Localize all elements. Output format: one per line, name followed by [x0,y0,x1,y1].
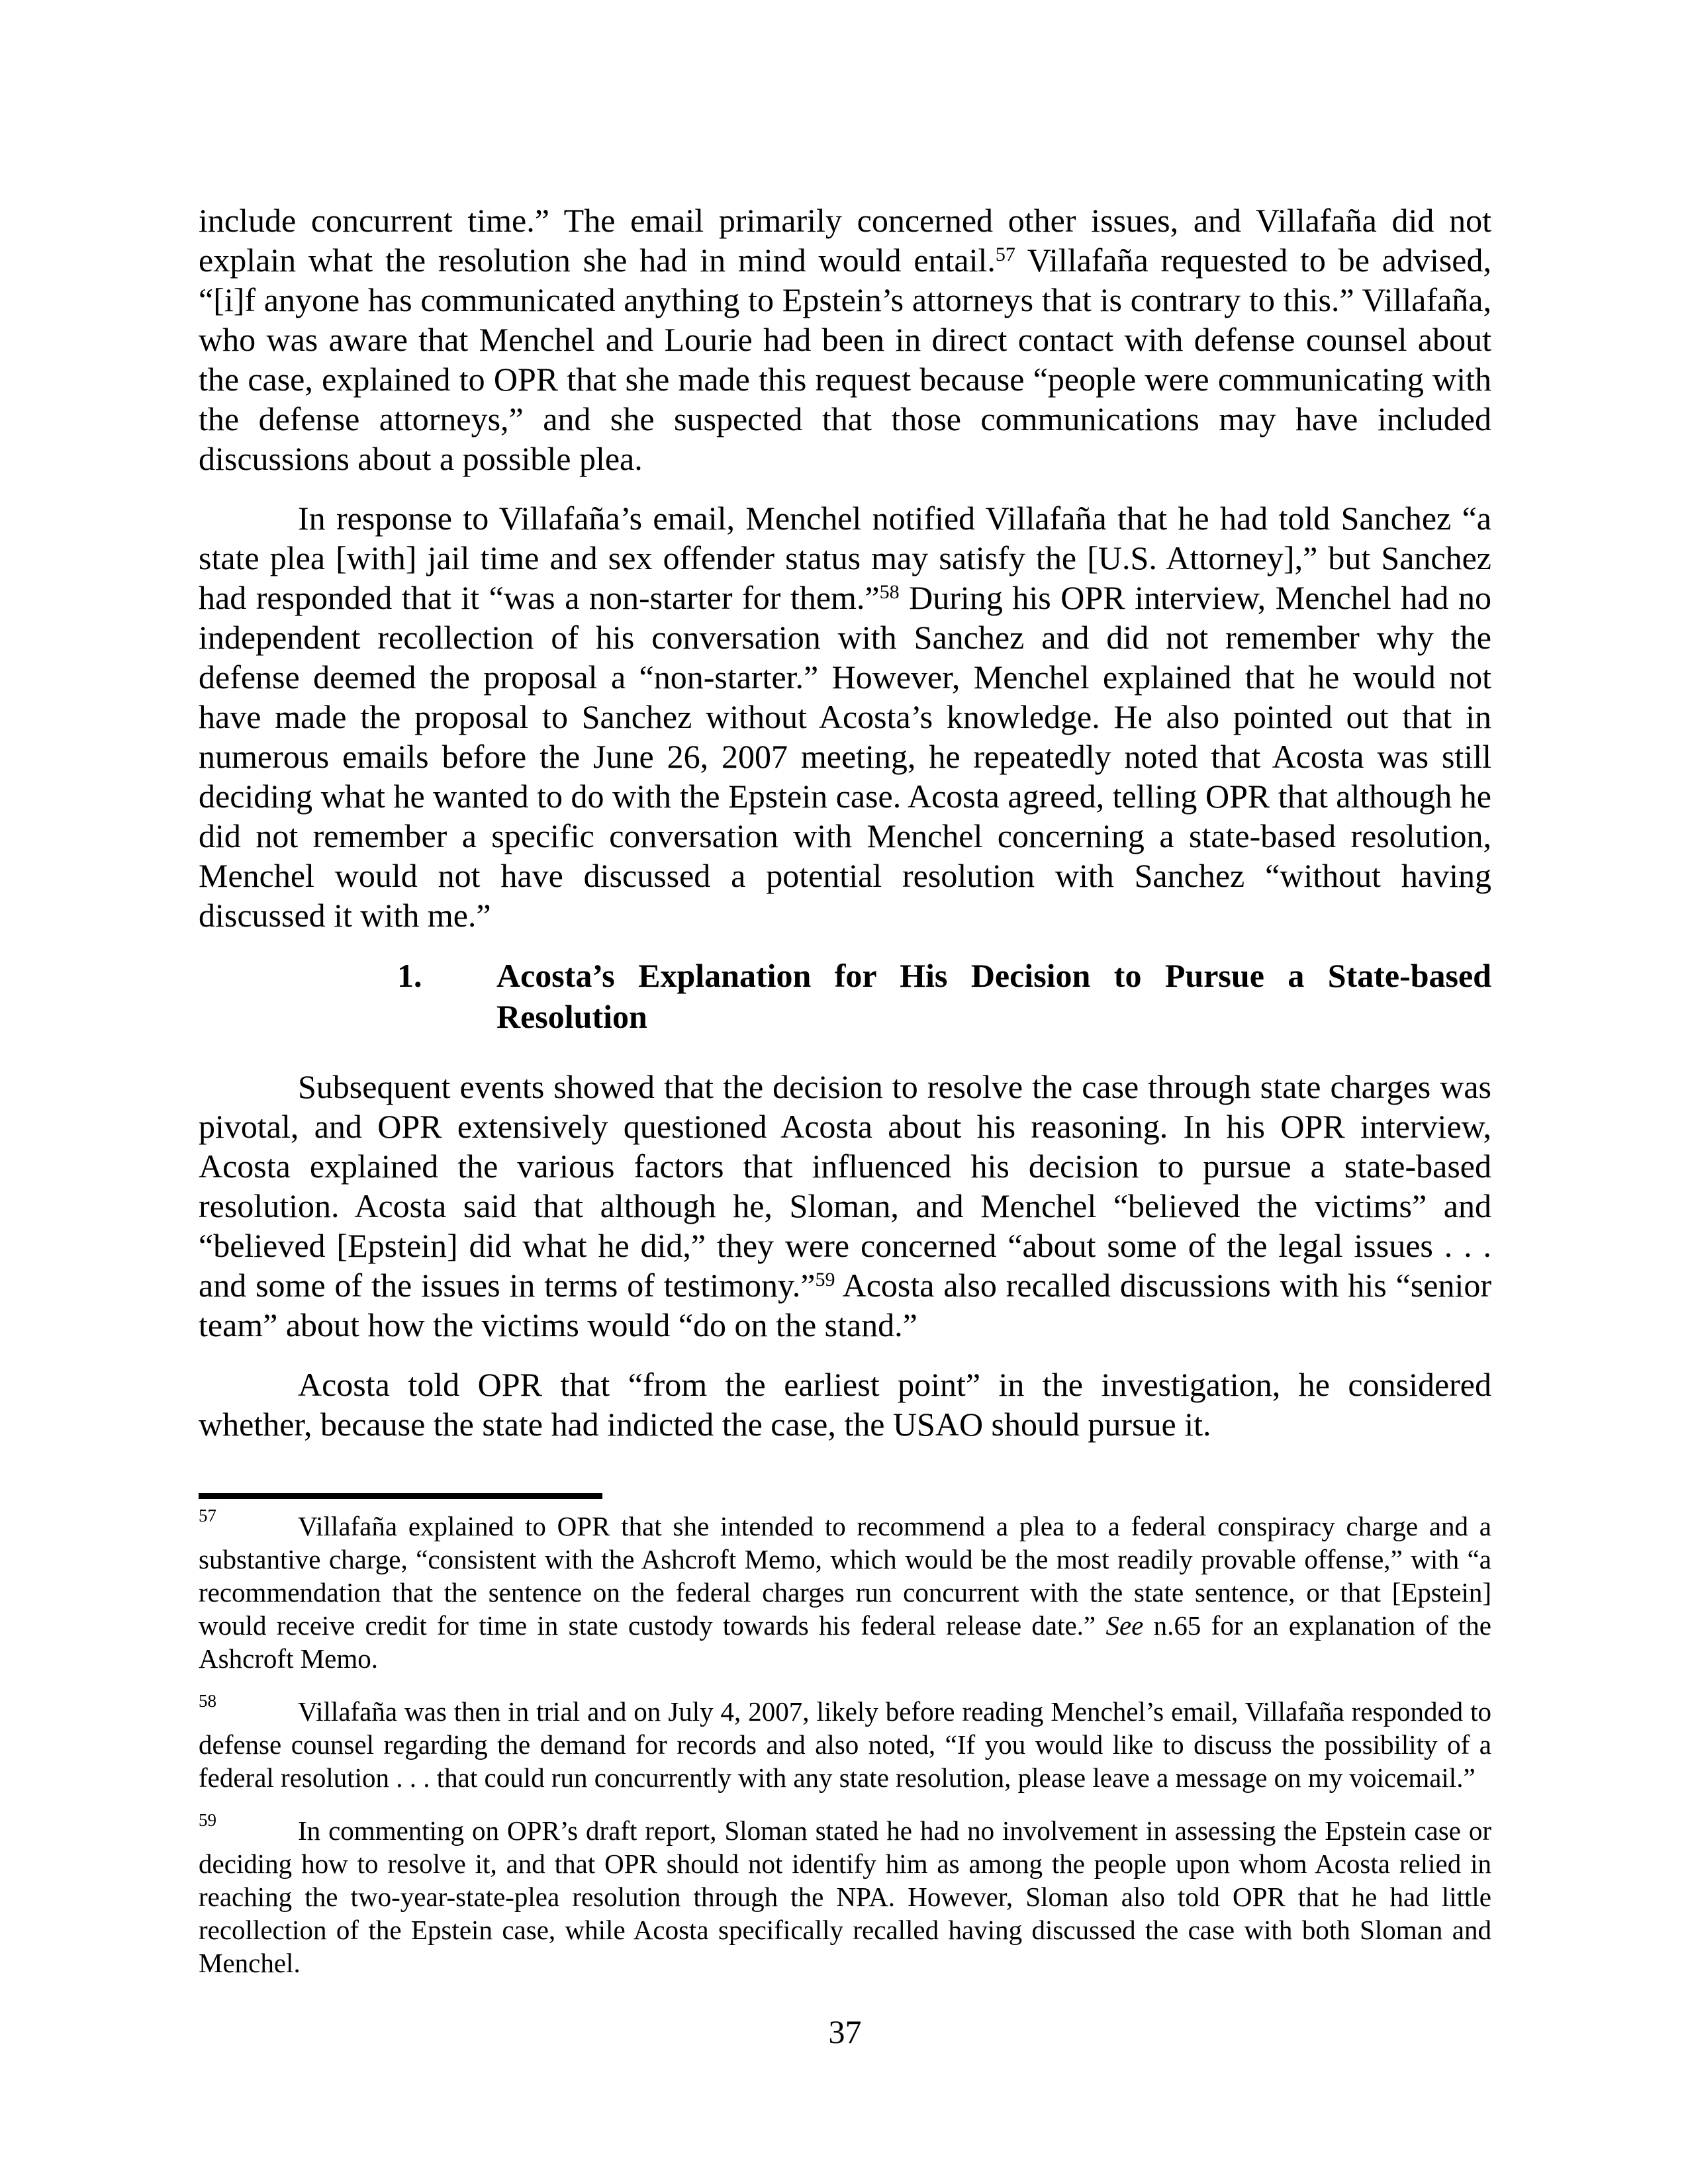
footnote-number: 59 [199,1810,216,1830]
text-run: Villafaña explained to OPR that she intended to recommend a plea to a federal conspiracy charge and a substantive charge, “consistent with the Ashcroft Memo, which would be the most readily provable offense,” with “a recommendation that the sentence on the federal charges run concurrent with the state sentence, or that [Epstein] would receive credit for time in state custody towards his federal release date.” [199,1511,1491,1641]
heading-number: 1. [397,957,422,994]
footnote-text [199,1511,1491,1674]
text-run: Acosta told OPR that “from the earliest point” in the investigation, he considered whether, because the state had indicted the case, the USAO should pursue it. [199,1366,1491,1443]
footnote [199,1506,1491,1675]
footnote-text [199,1696,1491,1793]
footnotes-section [199,1506,1491,1979]
footnote-separator [199,1493,602,1499]
paragraph [199,1067,1491,1345]
footnote-ref: 59 [815,1268,835,1291]
text-run: Villafaña was then in trial and on July 4, 2007, likely before reading Menchel’s email, Villafaña responded to defense counsel regarding the demand for records and also noted, “If you would like to discuss the possibility of a federal resolution . . . that could run concurrently with any state resolution, please leave a message on my voicemail.” [199,1696,1491,1793]
heading-text: Acosta’s Explanation for His Decision to Pursue a State-based Resolution [496,957,1491,1035]
section-heading [199,955,1491,1037]
text-run: Acosta also recalled discussions with his “senior team” about how the victims would “do on the stand.” [199,1267,1492,1343]
paragraph [199,1365,1491,1444]
paragraph [199,201,1491,478]
paragraph [199,498,1491,935]
footnote-text [199,1815,1491,1978]
footnote-ref: 58 [879,580,900,603]
text-run: During his OPR interview, Menchel had no independent recollection of his conversation with Sanchez and did not remember why the defense deemed the proposal a “non-starter.” However, Menchel explained that he would not have made the proposal to Sanchez without Acosta’s knowledge. He also pointed out that in numerous emails before the June 26, 2007 meeting, he repeatedly noted that Acosta was still deciding what he wanted to do with the Epstein case. Acosta agreed, telling OPR that although he did not remember a specific conversation with Menchel concerning a state-based resolution, Menchel would not have discussed a potential resolution with Sanchez “without having discussed it with me.” [199,579,1491,934]
text-run: include concurrent time.” The email primarily concerned other issues, and Villafaña did not explain what the resolution she had in mind would entail. [199,202,1491,279]
footnote-number: 57 [199,1506,216,1525]
page-number: 37 [828,2013,862,2050]
body-text [199,201,1491,1444]
footnote [199,1691,1491,1794]
text-run: In commenting on OPR’s draft report, Sloman stated he had no involvement in assessing the Epstein case or deciding how to resolve it, and that OPR should not identify him as among the people upon whom Acosta relied in reaching the two-year-state-plea resolution through the NPA. However, Sloman also told OPR that he had little recollection of the Epstein case, while Acosta specifically recalled having discussed the case with both Sloman and Menchel. [199,1815,1491,1978]
footnote [199,1810,1491,1979]
text-run: n.65 for an explanation of the Ashcroft Memo. [199,1610,1491,1674]
text-run: In response to Villafaña’s email, Menchel notified Villafaña that he had told Sanchez “a state plea [with] jail time and sex offender status may satisfy the [U.S. Attorney],” but Sanchez had responded that it “was a non-starter for them.” [199,500,1491,616]
footnote-ref: 57 [995,243,1015,265]
text-run: Subsequent events showed that the decision to resolve the case through state charges was pivotal, and OPR extensively questioned Acosta about his reasoning. In his OPR interview, Acosta explained the various factors that influenced his decision to pursue a state-based resolution. Acosta said that although he, Sloman, and Menchel “believed the victims” and “believed [Epstein] did what he did,” they were concerned “about some of the legal issues . . . and some of the issues in terms of testimony.” [199,1068,1491,1304]
page-content [199,201,1491,1999]
footnote-number: 58 [199,1691,216,1711]
italic-text: See [1105,1610,1144,1641]
text-run: Villafaña requested to be advised, “[i]f anyone has communicated anything to Epstein’s attorneys that is contrary to this.” Villafaña, who was aware that Menchel and Lourie had been in direct contact with defense counsel about the case, explained to OPR that she made this request because “people were communicating with the defense attorneys,” and she suspected that those communications may have included discussions about a possible plea. [199,242,1491,477]
